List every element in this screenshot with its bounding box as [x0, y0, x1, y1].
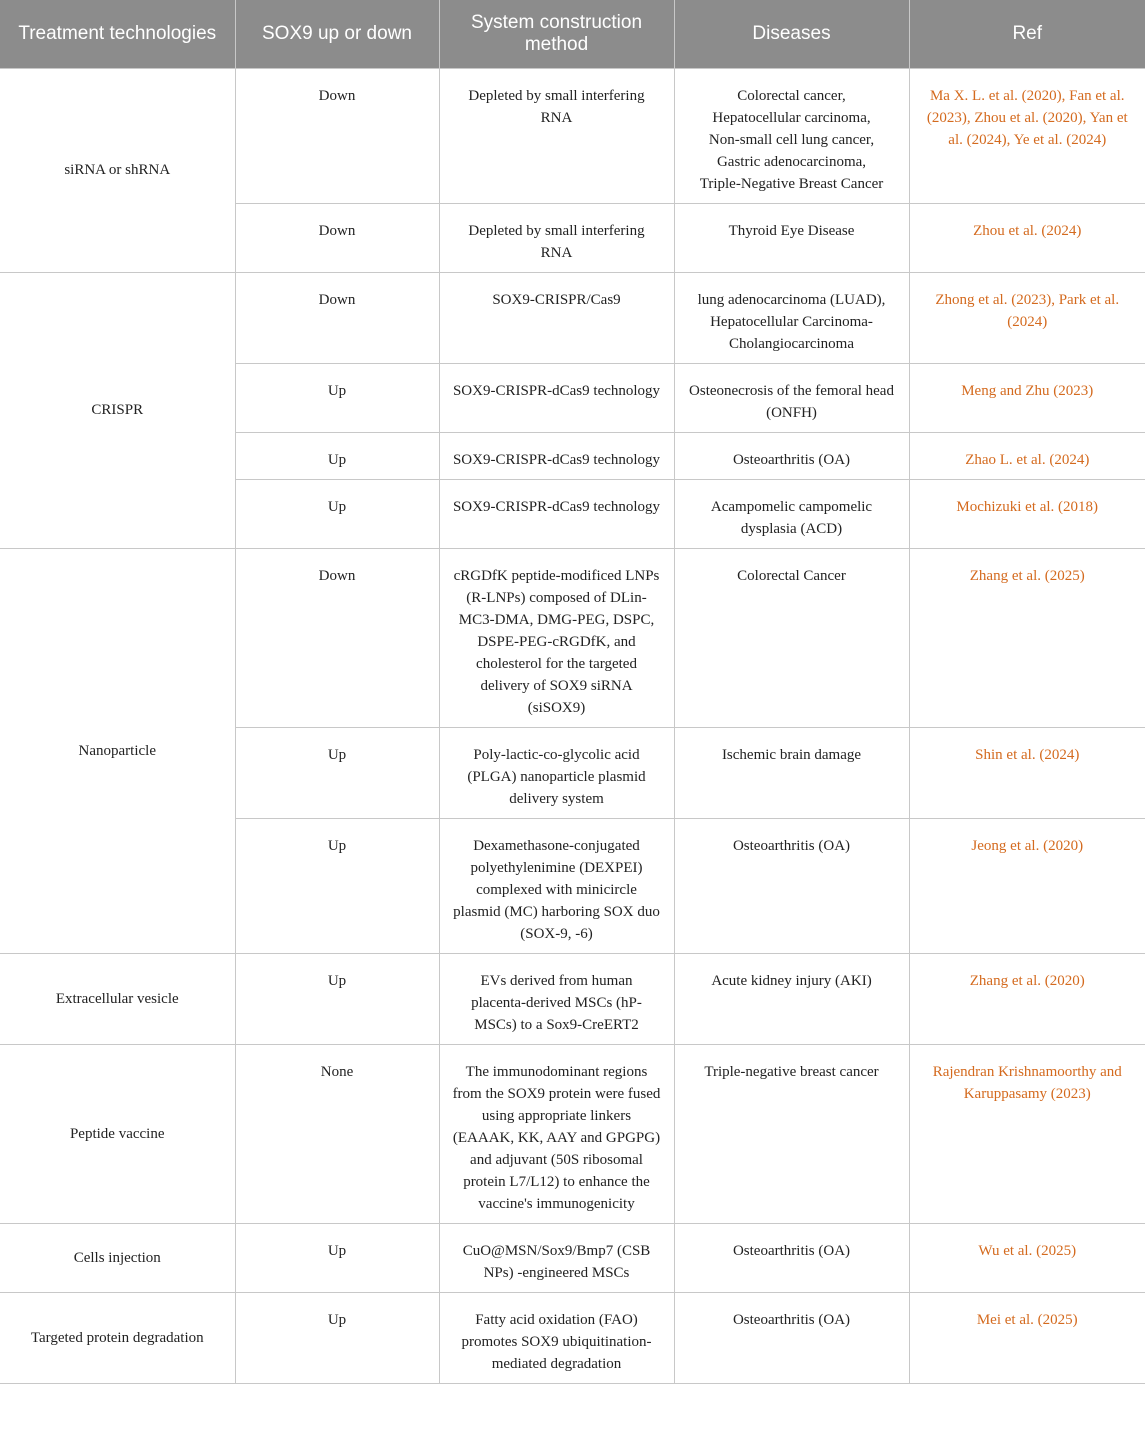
ref-link[interactable]: Mochizuki et al. (2018) [956, 498, 1099, 515]
ref-link[interactable]: Zhou et al. (2024) [973, 222, 1082, 239]
disease-item: Thyroid Eye Disease [728, 222, 855, 239]
diseases-cell [674, 1292, 909, 1383]
disease-item: Osteoarthritis (OA) [732, 451, 851, 468]
sox9-direction-cell: Down [235, 68, 439, 203]
diseases-cell [674, 1044, 909, 1223]
table-row [0, 68, 1145, 203]
diseases-cell [674, 479, 909, 548]
ref-cell [909, 818, 1145, 953]
sox9-direction-cell: Up [235, 1292, 439, 1383]
ref-link[interactable]: Shin et al. (2024) [975, 746, 1080, 763]
table-row [0, 272, 1145, 363]
treatment-technology-cell: Targeted protein degradation [0, 1292, 235, 1383]
construction-method-cell: Fatty acid oxidation (FAO) promotes SOX9 ubiquitination-mediated degradation [439, 1292, 674, 1383]
disease-item: Osteoarthritis (OA) [732, 1311, 851, 1328]
sox9-direction-cell: Up [235, 818, 439, 953]
ref-cell [909, 363, 1145, 432]
treatment-technology-cell: Peptide vaccine [0, 1044, 235, 1223]
ref-cell [909, 203, 1145, 272]
diseases-cell [674, 68, 909, 203]
column-header: System construction method [439, 0, 674, 68]
treatment-technology-cell: CRISPR [0, 272, 235, 548]
sox9-direction-cell: Up [235, 479, 439, 548]
disease-item: Colorectal cancer, [737, 87, 846, 104]
ref-link[interactable]: Yan et al. (2024) [948, 109, 1128, 148]
column-header: Ref [909, 0, 1145, 68]
diseases-cell [674, 363, 909, 432]
table-row [0, 1292, 1145, 1383]
diseases-cell [674, 1223, 909, 1292]
disease-item: Osteoarthritis (OA) [732, 837, 851, 854]
ref-link[interactable]: Rajendran Krishnamoorthy and Karuppasamy (2023) [932, 1063, 1122, 1102]
table-row [0, 548, 1145, 727]
disease-item: Ischemic brain damage [721, 746, 862, 763]
header-row [0, 0, 1145, 68]
diseases-cell [674, 432, 909, 479]
ref-link[interactable]: Park et al. (2024) [1007, 291, 1120, 330]
disease-item: Osteonecrosis of the femoral head (ONFH) [689, 382, 894, 421]
diseases-cell [674, 727, 909, 818]
diseases-cell [674, 953, 909, 1044]
disease-item: Acute kidney injury (AKI) [711, 972, 872, 989]
ref-cell: Ma X. L. et al. (2020), Fan et al. (2023), Zhou et al. (2020), Yan et al. (2024), Ye et al. (2024) [909, 68, 1145, 203]
ref-cell [909, 1044, 1145, 1223]
disease-item: Triple-negative breast cancer [704, 1063, 879, 1080]
construction-method-cell: Depleted by small interfering RNA [439, 68, 674, 203]
sox9-direction-cell: Up [235, 953, 439, 1044]
disease-item: Colorectal Cancer [737, 567, 846, 584]
column-header: SOX9 up or down [235, 0, 439, 68]
ref-link[interactable]: Mei et al. (2025) [976, 1311, 1078, 1328]
table-header [0, 0, 1145, 68]
construction-method-cell: EVs derived from human placenta-derived MSCs (hP-MSCs) to a Sox9-CreERT2 [439, 953, 674, 1044]
ref-cell [909, 727, 1145, 818]
treatment-technology-cell: Extracellular vesicle [0, 953, 235, 1044]
ref-cell [909, 1292, 1145, 1383]
disease-item: Hepatocellular Carcinoma-Cholangiocarcinoma [710, 313, 873, 352]
disease-item: Osteoarthritis (OA) [732, 1242, 851, 1259]
ref-link[interactable]: Zhang et al. (2020) [969, 972, 1085, 989]
construction-method-cell: SOX9-CRISPR-dCas9 technology [439, 432, 674, 479]
construction-method-cell: cRGDfK peptide-modificed LNPs (R-LNPs) composed of DLin-MC3-DMA, DMG-PEG, DSPC, DSPE-PEG-cRGDfK, and cholesterol for the targeted delivery of SOX9 siRNA (siSOX9) [439, 548, 674, 727]
ref-link[interactable]: Jeong et al. (2020) [971, 837, 1084, 854]
ref-cell: Zhong et al. (2023), Park et al. (2024) [909, 272, 1145, 363]
ref-link[interactable]: Zhang et al. (2025) [969, 567, 1085, 584]
sox9-direction-cell: Up [235, 432, 439, 479]
ref-link[interactable]: Wu et al. (2025) [978, 1242, 1077, 1259]
ref-cell [909, 548, 1145, 727]
sox9-direction-cell: None [235, 1044, 439, 1223]
ref-link[interactable]: Ye et al. (2024) [1013, 131, 1107, 148]
table-row [0, 1223, 1145, 1292]
sox9-direction-cell: Down [235, 272, 439, 363]
construction-method-cell: CuO@MSN/Sox9/Bmp7 (CSB NPs) -engineered MSCs [439, 1223, 674, 1292]
construction-method-cell: SOX9-CRISPR-dCas9 technology [439, 479, 674, 548]
diseases-cell [674, 203, 909, 272]
disease-item: lung adenocarcinoma (LUAD), [697, 291, 886, 308]
disease-item: Triple-Negative Breast Cancer [699, 175, 884, 192]
diseases-cell [674, 818, 909, 953]
construction-method-cell: SOX9-CRISPR/Cas9 [439, 272, 674, 363]
construction-method-cell: SOX9-CRISPR-dCas9 technology [439, 363, 674, 432]
ref-cell [909, 1223, 1145, 1292]
table-row [0, 1044, 1145, 1223]
construction-method-cell: The immunodominant regions from the SOX9 protein were fused using appropriate linkers (EAAAK, KK, AAY and GPGPG) and adjuvant (50S ribosomal protein L7/L12) to enhance the vaccine's immunogenicity [439, 1044, 674, 1223]
sox9-direction-cell: Down [235, 548, 439, 727]
ref-cell [909, 953, 1145, 1044]
sox9-direction-cell: Up [235, 363, 439, 432]
treatment-technology-cell: Nanoparticle [0, 548, 235, 953]
ref-link[interactable]: Zhong et al. (2023) [935, 291, 1052, 308]
construction-method-cell: Poly-lactic-co-glycolic acid (PLGA) nanoparticle plasmid delivery system [439, 727, 674, 818]
disease-item: Non-small cell lung cancer, [708, 131, 875, 148]
table-body [0, 68, 1145, 1383]
diseases-cell [674, 272, 909, 363]
treatment-technology-cell: Cells injection [0, 1223, 235, 1292]
sox9-direction-cell: Up [235, 727, 439, 818]
ref-cell [909, 479, 1145, 548]
disease-item: Gastric adenocarcinoma, [716, 153, 867, 170]
construction-method-cell: Dexamethasone-conjugated polyethylenimine (DEXPEI) complexed with minicircle plasmid (MC) harboring SOX duo (SOX-9, -6) [439, 818, 674, 953]
ref-link[interactable]: Meng and Zhu (2023) [961, 382, 1094, 399]
column-header: Treatment technologies [0, 0, 235, 68]
diseases-cell [674, 548, 909, 727]
ref-link[interactable]: Zhou et al. (2020) [974, 109, 1083, 126]
table-row [0, 953, 1145, 1044]
ref-cell [909, 432, 1145, 479]
column-header: Diseases [674, 0, 909, 68]
disease-item: Acampomelic campomelic dysplasia (ACD) [710, 498, 873, 537]
construction-method-cell: Depleted by small interfering RNA [439, 203, 674, 272]
sox9-direction-cell: Down [235, 203, 439, 272]
ref-link[interactable]: Ma X. L. et al. (2020) [929, 87, 1062, 104]
treatment-technology-cell: siRNA or shRNA [0, 68, 235, 272]
ref-link[interactable]: Zhao L. et al. (2024) [965, 451, 1090, 468]
sox9-direction-cell: Up [235, 1223, 439, 1292]
disease-item: Hepatocellular carcinoma, [712, 109, 871, 126]
ref-link[interactable]: Fan et al. (2023) [926, 87, 1125, 126]
